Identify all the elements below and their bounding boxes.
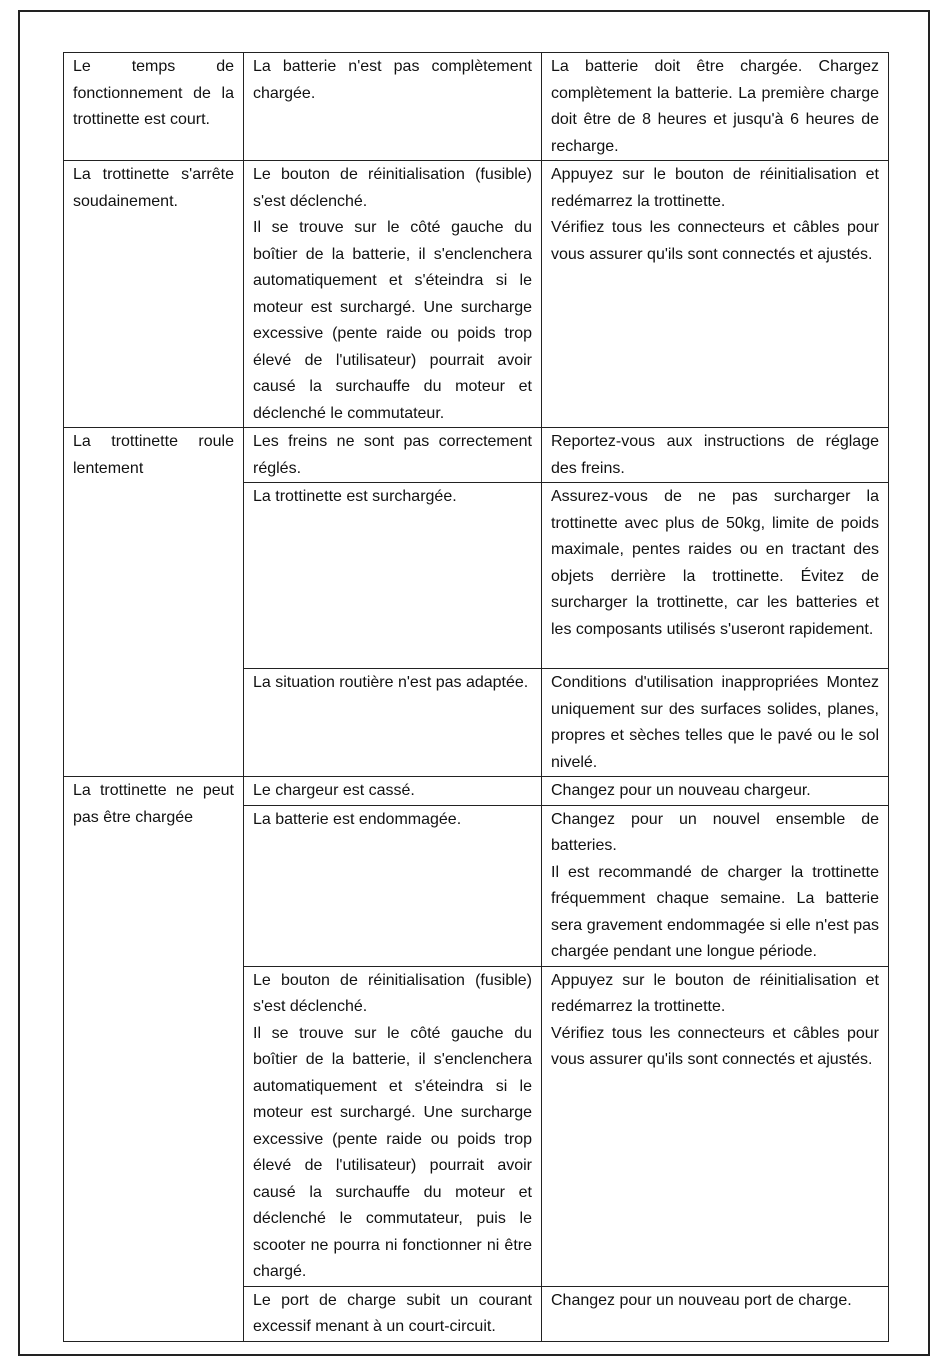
- solution-cell: [542, 53, 889, 161]
- cause-text: La batterie n'est pas complètement chargée.: [253, 58, 532, 102]
- cause-text: La batterie est endommagée.: [253, 810, 462, 828]
- cause-cell: [244, 483, 542, 669]
- cause-text: Les freins ne sont pas correctement réglés.: [253, 433, 532, 477]
- cause-cell: [244, 966, 542, 1286]
- solution-text: Vérifiez tous les connecteurs et câbles pour vous assurer qu'ils sont connectés et ajustés.: [551, 219, 879, 263]
- solution-cell: [542, 161, 889, 428]
- solution-text: Reportez-vous aux instructions de réglage des freins.: [551, 433, 879, 477]
- troubleshooting-table: [63, 52, 889, 1342]
- solution-cell: [542, 966, 889, 1286]
- solution-text: Changez pour un nouvel ensemble de batteries.: [551, 810, 879, 854]
- solution-cell: [542, 805, 889, 966]
- solution-text: Vérifiez tous les connecteurs et câbles pour vous assurer qu'ils sont connectés et ajustés.: [551, 1024, 879, 1068]
- cause-text: La situation routière n'est pas adaptée.: [253, 674, 529, 691]
- cause-cell: [244, 805, 542, 966]
- cause-cell: [244, 777, 542, 806]
- solution-text: Il est recommandé de charger la trottinette fréquemment chaque semaine. La batterie sera gravement endommagée si elle n'est pas chargée pendant une longue période.: [551, 863, 879, 960]
- cause-text: Le chargeur est cassé.: [253, 782, 415, 799]
- solution-cell: [542, 669, 889, 777]
- solution-text: Changez pour un nouveau chargeur.: [551, 782, 811, 799]
- cause-cell: [244, 1286, 542, 1341]
- table-row: [64, 428, 889, 483]
- solution-text: Appuyez sur le bouton de réinitialisation et redémarrez la trottinette.: [551, 166, 879, 210]
- solution-cell: [542, 777, 889, 806]
- cause-text: Il se trouve sur le côté gauche du boîtier de la batterie, il s'enclenchera automatiquement et s'éteindra si le moteur est surchargé. Une surcharge excessive (pente raide ou poids trop élevé de l'utilisateur) pourrait avoir causé la surchauffe du moteur et déclenché le commutateur.: [253, 219, 532, 422]
- solution-cell: [542, 428, 889, 483]
- solution-text: Conditions d'utilisation inappropriées Montez uniquement sur des surfaces solides, planes, propres et sèches telles que le pavé ou le sol nivelé.: [551, 674, 879, 771]
- table-row: [64, 53, 889, 161]
- problem-cell: La trottinette roule lentement: [64, 428, 244, 777]
- problem-cell: La trottinette s'arrête soudainement.: [64, 161, 244, 428]
- solution-text: Changez pour un nouveau port de charge.: [551, 1291, 852, 1309]
- cause-text: Il se trouve sur le côté gauche du boîtier de la batterie, il s'enclenchera automatiquement et s'éteindra si le moteur est surchargé. Une surcharge excessive (pente raide ou poids trop élevé de l'utilisateur) pourrait avoir causé la surchauffe du moteur et déclenché le commutateur, puis le scooter ne pourra ni fonctionner ni être chargé.: [253, 1024, 532, 1280]
- solution-text: Appuyez sur le bouton de réinitialisation et redémarrez la trottinette.: [551, 971, 879, 1015]
- cause-cell: [244, 428, 542, 483]
- problem-cell: Le temps de fonctionnement de la trottinette est court.: [64, 53, 244, 161]
- cause-cell: [244, 669, 542, 777]
- cause-cell: [244, 53, 542, 161]
- cause-text: Le bouton de réinitialisation (fusible) s'est déclenché.: [253, 971, 532, 1015]
- solution-cell: [542, 483, 889, 669]
- solution-text: Assurez-vous de ne pas surcharger la trottinette avec plus de 50kg, limite de poids maximale, pentes raides ou en tractant des objets derrière la trottinette. Évitez de surcharger la trottinette, car les batteries et les composants utilisés s'useront rapidement.: [551, 488, 879, 638]
- solution-cell: [542, 1286, 889, 1341]
- cause-text: Le port de charge subit un courant excessif menant à un court-circuit.: [253, 1291, 532, 1335]
- solution-text: La batterie doit être chargée. Chargez complètement la batterie. La première charge doit être de 8 heures et jusqu'à 6 heures de recharge.: [551, 58, 879, 155]
- cause-text: Le bouton de réinitialisation (fusible) s'est déclenché.: [253, 166, 532, 210]
- problem-cell: La trottinette ne peut pas être chargée: [64, 777, 244, 1342]
- table-row: [64, 161, 889, 428]
- table-row: [64, 777, 889, 806]
- cause-text: La trottinette est surchargée.: [253, 488, 457, 505]
- cause-cell: [244, 161, 542, 428]
